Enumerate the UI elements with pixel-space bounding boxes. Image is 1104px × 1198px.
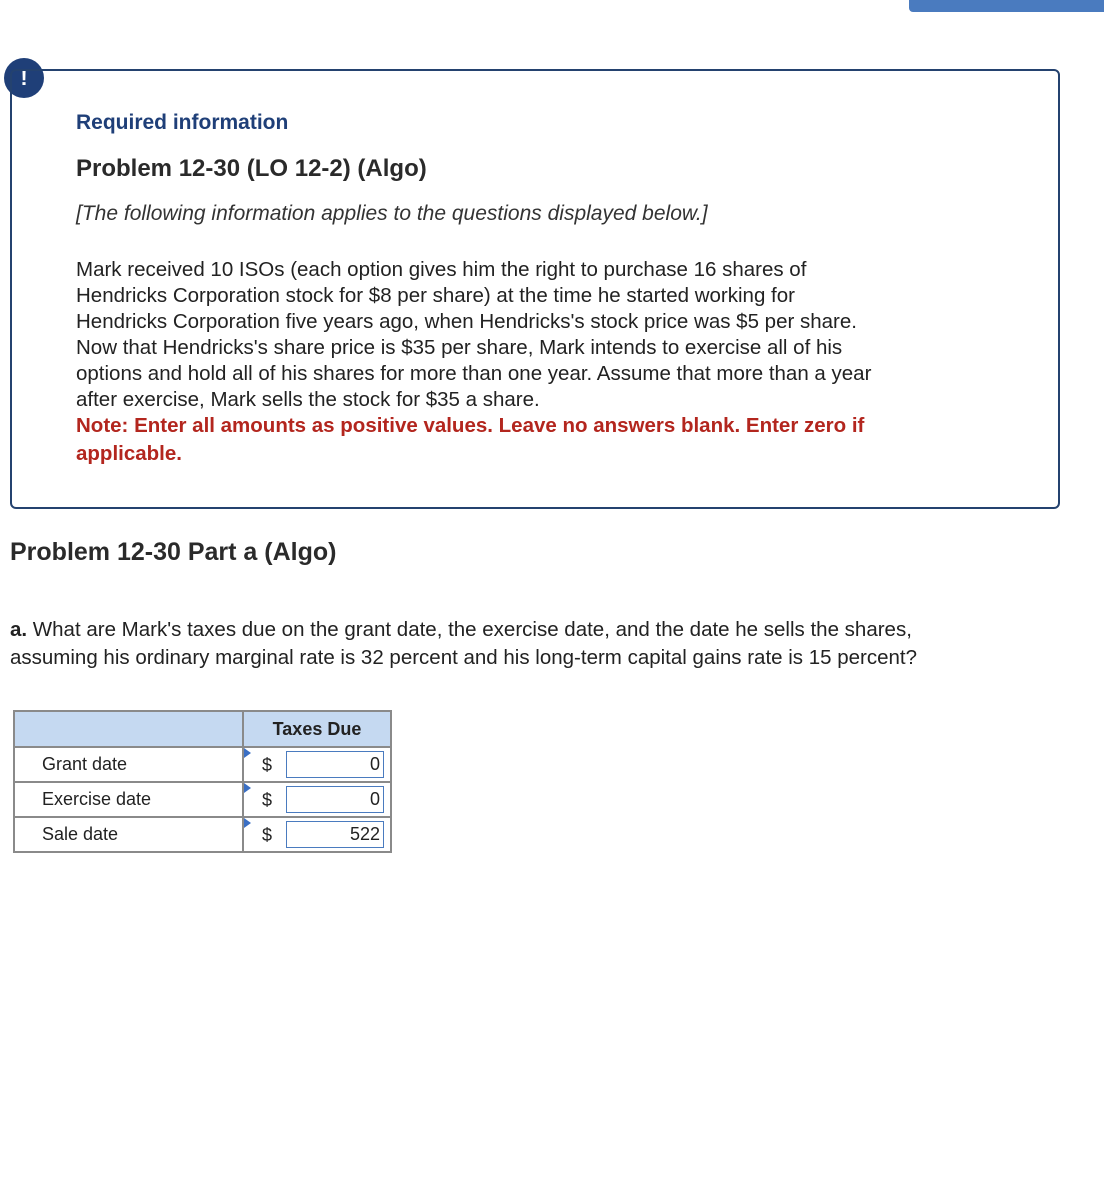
table-row <box>14 782 391 817</box>
dollar-sign: $ <box>262 755 273 775</box>
scenario-line: Hendricks Corporation stock for $8 per share) at the time he started working for <box>76 284 795 307</box>
entry-note <box>76 412 976 468</box>
note-line: applicable. <box>76 442 182 465</box>
table-row <box>14 747 391 782</box>
question-line-1: What are Mark's taxes due on the grant date, the exercise date, and the date he sells the shares, <box>27 618 912 641</box>
taxes-due-table <box>13 710 392 853</box>
question-line-2: assuming his ordinary marginal rate is 32 percent and his long-term capital gains rate is 15 percent? <box>10 646 918 669</box>
dollar-sign: $ <box>262 790 273 810</box>
table-header-taxes-due: Taxes Due <box>243 711 391 747</box>
dollar-sign: $ <box>262 825 273 845</box>
row-label-exercise-date: Exercise date <box>14 782 243 817</box>
amount-cell-sale-date <box>243 817 391 852</box>
row-label-sale-date: Sale date <box>14 817 243 852</box>
answer-flag-icon <box>244 783 251 793</box>
question-letter: a. <box>10 618 28 641</box>
note-line: Note: Enter all amounts as positive values. Leave no answers blank. Enter zero if <box>76 414 865 437</box>
scenario-text <box>76 257 1006 413</box>
table-header-row <box>14 711 391 747</box>
answer-flag-icon <box>244 748 251 758</box>
table-header-label <box>14 711 243 747</box>
problem-title: Problem 12-30 (LO 12-2) (Algo) <box>76 155 427 182</box>
question-text <box>10 616 1090 672</box>
scenario-line: Mark received 10 ISOs (each option gives him the right to purchase 16 shares of <box>76 258 807 281</box>
alert-icon: ! <box>4 58 44 98</box>
top-progress-bar <box>909 0 1104 12</box>
part-title: Problem 12-30 Part a (Algo) <box>10 538 337 566</box>
scenario-line: options and hold all of his shares for more than one year. Assume that more than a year <box>76 362 872 385</box>
exercise-date-tax-input[interactable] <box>286 786 384 813</box>
grant-date-tax-input[interactable] <box>286 751 384 778</box>
answer-flag-icon <box>244 818 251 828</box>
required-information-box <box>10 69 1060 509</box>
amount-cell-exercise-date <box>243 782 391 817</box>
row-label-grant-date: Grant date <box>14 747 243 782</box>
scenario-line: Now that Hendricks's share price is $35 per share, Mark intends to exercise all of his <box>76 336 843 359</box>
sale-date-tax-input[interactable] <box>286 821 384 848</box>
required-information-label: Required information <box>76 111 289 134</box>
applies-note: [The following information applies to the questions displayed below.] <box>76 202 708 225</box>
amount-cell-grant-date <box>243 747 391 782</box>
table-row <box>14 817 391 852</box>
scenario-line: Hendricks Corporation five years ago, when Hendricks's stock price was $5 per share. <box>76 310 857 333</box>
scenario-line: after exercise, Mark sells the stock for $35 a share. <box>76 388 540 411</box>
